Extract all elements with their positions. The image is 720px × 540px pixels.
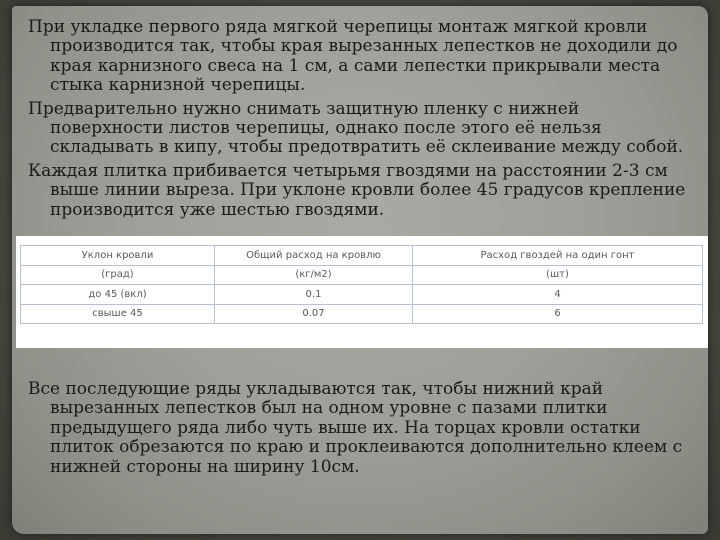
units-cell-nails: (шт) <box>413 265 703 285</box>
paragraph-subsequent-rows: Все последующие ряды укладываются так, чтобы нижний край вырезанных лепестков был на одном уровне с пазами плитки предыдущего ряда либо чуть выше их. На торцах кровли остатки плиток обрезаются по краю и проклеиваются дополнительно клеем с нижней стороны на ширину 10см. <box>28 379 683 477</box>
intro-text <box>28 18 698 224</box>
table-cell-nails: 4 <box>413 285 703 305</box>
table-cell-consumption: 0.1 <box>215 285 413 305</box>
table-cell-slope: свыше 45 <box>21 304 215 324</box>
table-row <box>21 285 703 305</box>
table-cell-slope: до 45 (вкл) <box>21 285 215 305</box>
units-cell-consumption: (кг/м2) <box>215 265 413 285</box>
table-header-row <box>21 246 703 266</box>
table-row <box>21 304 703 324</box>
table-cell-nails: 6 <box>413 304 703 324</box>
paragraph-protective-film: Предварительно нужно снимать защитную пленку с нижней поверхности листов черепицы, однако после этого её нельзя складывать в кипу, чтобы предотвратить её склеивание между собой. <box>28 98 684 158</box>
paragraph-first-row: При укладке первого ряда мягкой черепицы монтаж мягкой кровли производится так, чтобы края вырезанных лепестков не доходили до края карнизного свеса на 1 см, а сами лепестки прикрывали места стыка карнизной черепицы. <box>28 17 678 96</box>
consumption-table <box>20 245 703 324</box>
consumption-table-panel <box>16 236 708 348</box>
units-cell-slope: (град) <box>21 265 215 285</box>
table-units-row <box>21 265 703 285</box>
header-cell-slope: Уклон кровли <box>21 246 215 266</box>
paragraph-nailing: Каждая плитка прибивается четырьмя гвоздями на расстоянии 2-3 см выше линии выреза. При уклоне кровли более 45 градусов крепление производится уже шестью гвоздями. <box>28 160 686 220</box>
header-cell-consumption: Общий расход на кровлю <box>215 246 413 266</box>
table-cell-consumption: 0.07 <box>215 304 413 324</box>
header-cell-nails: Расход гвоздей на один гонт <box>413 246 703 266</box>
closing-text <box>28 380 698 481</box>
